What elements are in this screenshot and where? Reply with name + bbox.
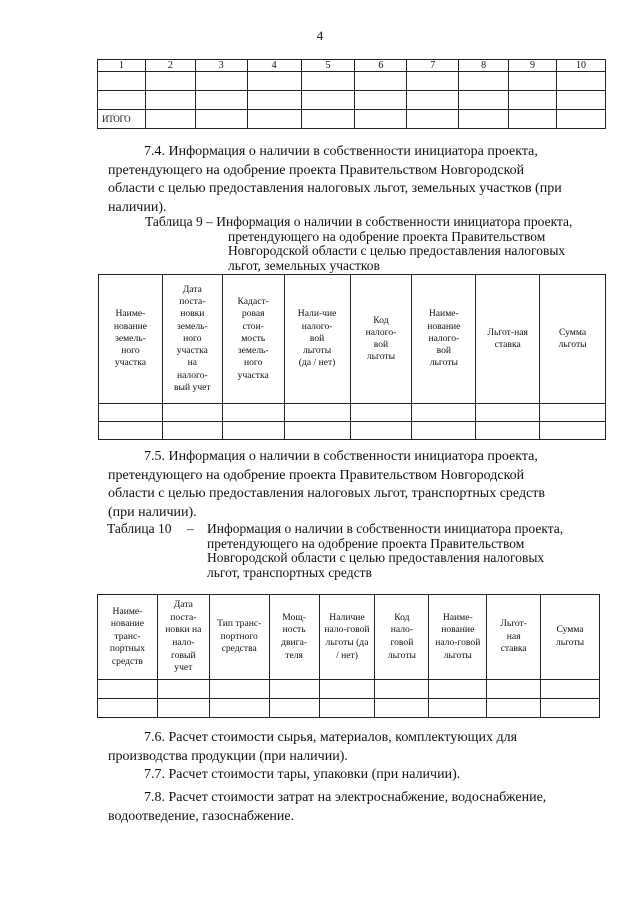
table-8-cell (509, 72, 557, 91)
table-10-cell (375, 699, 429, 718)
section-7-7: 7.7. Расчет стоимости тары, упаковки (при наличии). (144, 767, 461, 782)
table-8-cell (98, 72, 146, 91)
header-line: ного (183, 332, 202, 344)
table-8-cell (247, 110, 301, 129)
header-line: / нет) (336, 649, 358, 661)
table-8-cell (195, 91, 247, 110)
header-line: ставка (500, 643, 527, 655)
header-line: налого- (301, 320, 333, 332)
table-9-header-cell (284, 275, 350, 404)
caption-line: Новгородской области с целью предоставления налоговых (228, 243, 566, 259)
table-9-cell (99, 422, 163, 440)
table-8-cell (355, 91, 407, 110)
header-line: (да / нет) (298, 357, 336, 369)
table-10-cell (429, 699, 487, 718)
table-9-cell (284, 422, 350, 440)
caption-line: Таблица 9 – Информация о наличии в собственности инициатора проекта, (145, 214, 573, 229)
table-8-header-cell: 8 (459, 60, 509, 72)
section-line: наличии). (108, 199, 167, 215)
table-10-header-cell (319, 595, 375, 680)
header-line: льготы (558, 339, 587, 350)
header-line: Наиме- (115, 308, 146, 320)
table-8-cell (247, 91, 301, 110)
table-10-header-cell (375, 595, 429, 680)
table-10-cell (269, 699, 319, 718)
header-line: мость (241, 332, 266, 344)
table-10-cell (541, 699, 600, 718)
header-line: Наиме- (428, 308, 459, 320)
table-8-cell (301, 91, 355, 110)
table-8-cell (557, 91, 606, 110)
header-line: вой (436, 345, 452, 357)
header-line: двига- (281, 637, 308, 648)
header-line: нование (441, 624, 475, 636)
table-8-cell (557, 72, 606, 91)
header-line: теля (285, 649, 303, 661)
header-line: налого- (365, 326, 397, 338)
table-8-cell (407, 110, 459, 129)
table-8-cell (355, 72, 407, 91)
header-line: налого- (176, 369, 208, 381)
header-line: Нали-чие (297, 308, 337, 320)
header-line: нало-говой (435, 637, 481, 648)
header-line: нало- (390, 624, 414, 636)
table-8-cell (98, 91, 146, 110)
table-10-header-cell (269, 595, 319, 680)
header-line: средства (221, 643, 257, 655)
header-line: поста- (170, 611, 197, 623)
header-line: льготы (429, 357, 458, 369)
table-10-cell (375, 680, 429, 699)
table-8-cell (145, 91, 195, 110)
table-9-cell (540, 404, 606, 422)
section-line: области с целью предоставления налоговых льгот, транспортных средств (108, 486, 546, 502)
table-9-cell (284, 404, 350, 422)
table-8-header-cell: 7 (407, 60, 459, 72)
header-line: Льгот-ная (487, 326, 528, 338)
header-line: льготы (443, 649, 472, 661)
table-8-cell (145, 72, 195, 91)
header-line: участка (114, 357, 146, 369)
table-10-header-cell (541, 595, 600, 680)
table-10-header-cell (429, 595, 487, 680)
table-10-cell (487, 680, 541, 699)
header-line: льготы (302, 345, 332, 357)
table-10-header-cell (157, 595, 209, 680)
table-9-cell (350, 422, 412, 440)
header-line: вой (309, 332, 325, 344)
header-line: ного (121, 345, 140, 357)
table-8-header-cell: 3 (195, 60, 247, 72)
table-10-header-cell (98, 595, 158, 680)
header-line: стои- (242, 320, 264, 332)
table-8-cell (195, 110, 247, 129)
header-line: ставка (494, 339, 521, 350)
table-10-cell (209, 680, 269, 699)
table-8-cell (407, 72, 459, 91)
table-10-cell (157, 699, 209, 718)
table-9-header-cell (476, 275, 540, 404)
table-8-header-cell: 2 (145, 60, 195, 72)
header-line: учет (174, 662, 193, 674)
header-line: Дата (182, 284, 202, 296)
header-line: на (187, 357, 198, 369)
table-9-header-cell (540, 275, 606, 404)
table-8-total-label: ИТОГО (98, 110, 146, 129)
table-10-cell (157, 680, 209, 699)
table-9-cell (412, 404, 476, 422)
table-8-cell (145, 110, 195, 129)
table-9-header-cell (222, 275, 284, 404)
table-8-cell (247, 72, 301, 91)
caption-line: претендующего на одобрение проекта Правительством (228, 228, 546, 244)
header-line: транс- (114, 630, 141, 642)
header-line: Наличие (329, 611, 365, 623)
table-10-cell (269, 680, 319, 699)
table-8-cell (509, 91, 557, 110)
header-line: нование (113, 320, 147, 332)
header-line: вой (373, 339, 389, 350)
section-line: претендующего на одобрение проекта Правительством Новгородской (108, 162, 525, 178)
header-line: Тип транс- (217, 618, 262, 630)
header-line: льготы (555, 637, 585, 648)
section-line: 7.6. Расчет стоимости сырья, материалов, комплектующих для (144, 730, 518, 745)
section-line: водоотведение, газоснабжение. (108, 808, 295, 824)
section-line: 7.8. Расчет стоимости затрат на электроснабжение, водоснабжение, (144, 790, 547, 805)
table-9-cell (540, 422, 606, 440)
caption-dash: – (187, 521, 194, 536)
section-line: претендующего на одобрение проекта Правительством Новгородской (108, 467, 525, 483)
table-8-header-cell: 9 (509, 60, 557, 72)
section-line: производства продукции (при наличии). (108, 748, 348, 764)
table-8-cell (301, 72, 355, 91)
table-8-cell (459, 110, 509, 129)
table-8-cell (301, 110, 355, 129)
table-9-header-cell (99, 275, 163, 404)
table-8-header-cell: 5 (301, 60, 355, 72)
header-line: земель- (115, 332, 146, 344)
caption-line: Информация о наличии в собственности инициатора проекта, (207, 521, 564, 536)
table-9-header-cell (412, 275, 476, 404)
header-line: Наиме- (112, 605, 143, 617)
table-9-cell (476, 404, 540, 422)
header-line: нало- (172, 637, 195, 648)
section-7-4 (108, 143, 606, 217)
section-7-8 (108, 789, 606, 826)
table-10-cell (429, 680, 487, 699)
table-10-cell (487, 699, 541, 718)
table-8-cell (509, 110, 557, 129)
table-9-cell (350, 404, 412, 422)
header-line: льготы (366, 351, 396, 363)
table-10 (97, 594, 600, 718)
header-line: льготы (да (325, 637, 369, 648)
header-line: Код (373, 314, 389, 326)
table-8-header-cell: 10 (557, 60, 606, 72)
header-line: поста- (179, 296, 206, 308)
table-10-cell (541, 680, 600, 699)
section-line: 7.4. Информация о наличии в собственности инициатора проекта, (144, 144, 538, 159)
header-line: нование (427, 320, 461, 332)
header-line: средств (111, 655, 143, 667)
page-number: 4 (316, 28, 324, 43)
header-line: участка (237, 369, 269, 381)
table-10-header-cell (487, 595, 541, 680)
section-line: 7.5. Информация о наличии в собственности инициатора проекта, (144, 449, 538, 464)
table-9-header-cell (162, 275, 222, 404)
table-10-cell (319, 680, 375, 699)
header-line: участка (176, 345, 208, 357)
header-line: портных (109, 643, 146, 655)
header-line: портного (220, 630, 258, 642)
table-8-header-cell: 1 (98, 60, 146, 72)
table-9-cell (162, 422, 222, 440)
header-line: льготы (387, 649, 416, 661)
header-line: ровая (241, 308, 265, 320)
caption-line: льгот, земельных участков (228, 257, 380, 273)
table-9-header-cell (350, 275, 412, 404)
header-line: вый учет (174, 381, 211, 393)
header-line: говой (390, 637, 414, 648)
header-line: нало-говой (324, 624, 370, 636)
section-line: (при наличии). (108, 504, 197, 520)
header-line: говый (171, 649, 196, 661)
table-10-header-cell (209, 595, 269, 680)
table-8-cell (355, 110, 407, 129)
header-line: Сумма (558, 326, 587, 338)
section-7-5 (108, 448, 606, 522)
header-line: Льгот- (500, 618, 527, 630)
table-8-cell (557, 110, 606, 129)
table-8-cell (407, 91, 459, 110)
section-7-6 (108, 729, 606, 766)
table-8-header-cell: 6 (355, 60, 407, 72)
table-8 (97, 59, 606, 129)
table-8-header-cell: 4 (247, 60, 301, 72)
section-line: области с целью предоставления налоговых льгот, земельных участков (при (108, 181, 562, 197)
header-line: Наиме- (442, 611, 473, 623)
header-line: Мощ- (282, 611, 306, 623)
caption-label: Таблица 10 (107, 521, 172, 536)
header-line: Сумма (556, 624, 584, 636)
header-line: земель- (176, 320, 208, 332)
caption-line: претендующего на одобрение проекта Правительством (207, 535, 525, 551)
table-9-caption (145, 215, 572, 273)
table-9-cell (162, 404, 222, 422)
table-10-cell (98, 680, 158, 699)
table-8-cell (195, 72, 247, 91)
header-line: Кадаст- (237, 296, 269, 308)
header-line: Код (394, 611, 410, 623)
caption-line: льгот, транспортных средств (207, 564, 372, 580)
header-line: нование (110, 618, 144, 630)
header-line: налого- (428, 332, 460, 344)
header-line: новки на (165, 624, 202, 636)
header-line: Дата (173, 599, 193, 611)
header-line: ность (282, 624, 306, 636)
header-line: ного (243, 357, 263, 369)
caption-line: Новгородской области с целью предоставления налоговых (207, 550, 545, 566)
table-8-cell (459, 91, 509, 110)
table-10-cell (319, 699, 375, 718)
table-9-cell (222, 422, 284, 440)
table-9-cell (222, 404, 284, 422)
header-line: земель- (237, 345, 269, 357)
table-9-cell (99, 404, 163, 422)
header-line: новки (180, 308, 205, 320)
table-10-cell (98, 699, 158, 718)
table-10-caption (107, 522, 607, 580)
table-10-cell (209, 699, 269, 718)
table-8-cell (459, 72, 509, 91)
header-line: ная (506, 630, 521, 642)
table-9-cell (412, 422, 476, 440)
table-9-cell (476, 422, 540, 440)
table-9 (98, 274, 606, 440)
